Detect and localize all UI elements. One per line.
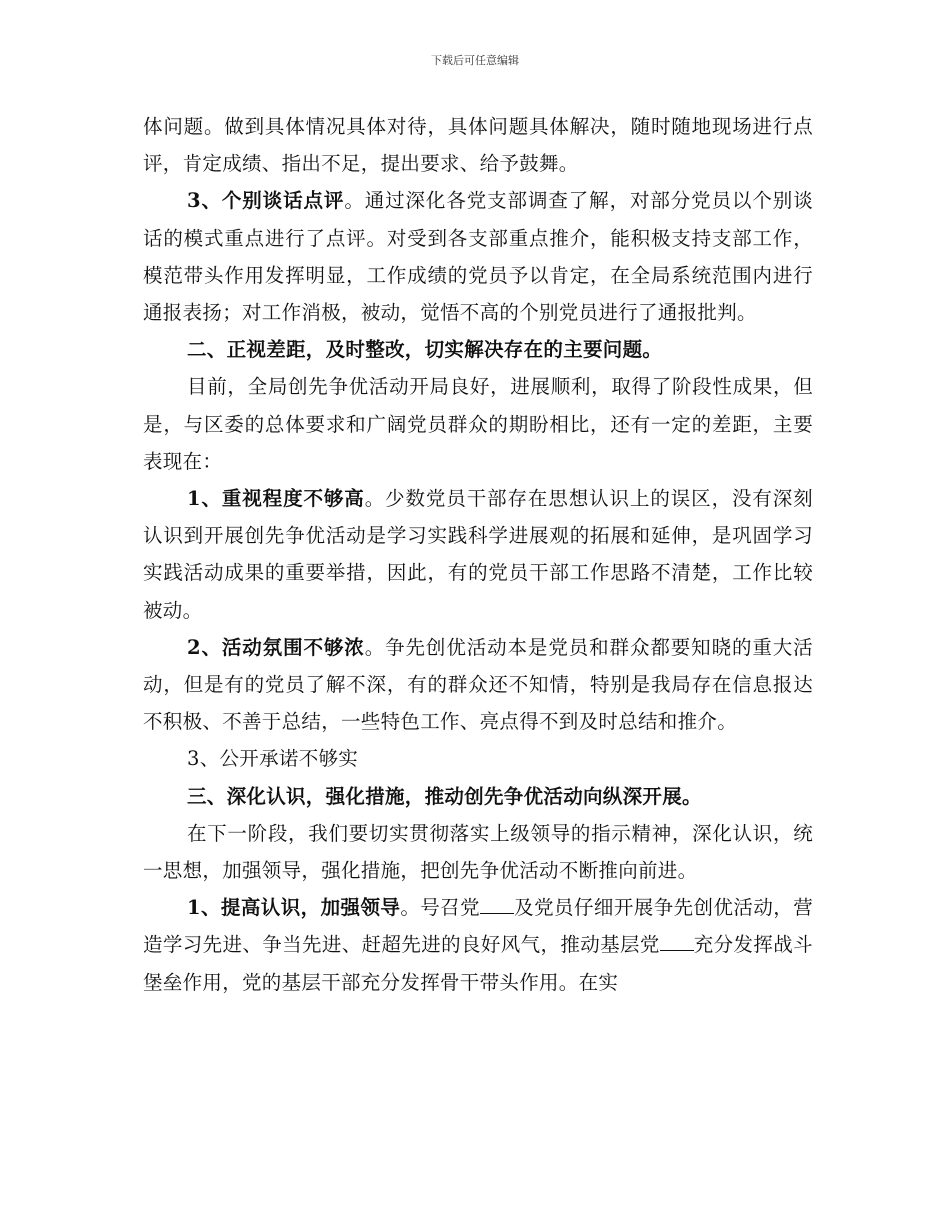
section-heading-text: 三、深化认识，强化措施，推动创先争优活动向纵深开展。 xyxy=(187,784,702,808)
paragraph-text: 及党员仔细开展争先创优活动，营造学习先进、争当先进、赶超先进的良好风气，推动基层党 xyxy=(143,896,814,957)
paragraph-measure-1 xyxy=(143,889,813,1001)
paragraph-issue-1 xyxy=(143,480,813,629)
paragraph-text: 。争先创优活动本是党员和群众都要知晓的重大活动，但是有的党员了解不深，有的群众还不知情，特别是我局存在信息报达不积极、不善于总结，一些特色工作、亮点得不到及时总结和推介。 xyxy=(143,635,813,734)
paragraph-issue-3 xyxy=(143,740,813,777)
paragraph-text: 在下一阶段，我们要切实贯彻落实上级领导的指示精神，深化认识，统一思想，加强领导，强化措施，把创先争优活动不断推向前进。 xyxy=(143,821,813,883)
section-heading-2 xyxy=(143,331,813,368)
paragraph-continued xyxy=(143,108,813,182)
paragraph-text: 目前，全局创先争优活动开局良好，进展顺利，取得了阶段性成果，但是，与区委的总体要求和广阔党员群众的期盼相比，还有一定的差距，主要表现在： xyxy=(143,375,813,473)
paragraph-text: 。号召党 xyxy=(400,896,481,920)
underline-blank xyxy=(660,936,694,951)
section-heading-3 xyxy=(143,778,813,815)
paragraph-lead-heading: 3、个别谈话点评 xyxy=(187,189,345,213)
document-body xyxy=(143,108,813,1001)
paragraph-current-status xyxy=(143,368,813,480)
paragraph-lead-heading: 2、活动氛围不够浓 xyxy=(187,635,365,659)
paragraph-text: 3、公开承诺不够实 xyxy=(187,747,359,771)
paragraph-lead-heading: 1、提高认识，加强领导 xyxy=(187,896,401,920)
paragraph-individual-talk xyxy=(143,182,813,331)
paragraph-text: 充分发挥战斗堡垒作用，党的基层干部充分发挥骨干带头作用。在实 xyxy=(143,933,813,994)
section-heading-text: 二、正视差距，及时整改，切实解决存在的主要问题。 xyxy=(187,338,663,362)
paragraph-lead-heading: 1、重视程度不够高 xyxy=(187,487,365,511)
paragraph-text: 。通过深化各党支部调查了解，对部分党员以个别谈话的模式重点进行了点评。对受到各支部重点推介，能积极支持支部工作，模范带头作用发挥明显，工作成绩的党员予以肯定，在全局系统范围内进行通报表扬；对工作消极，被动，觉悟不高的个别党员进行了通报批判。 xyxy=(143,189,814,325)
paragraph-text: 体问题。做到具体情况具体对待，具体问题具体解决，随时随地现场进行点评，肯定成绩、指出不足，提出要求、给予鼓舞。 xyxy=(143,115,813,176)
page-header: 下载后可任意编辑 xyxy=(431,54,519,67)
paragraph-text: 。少数党员干部存在思想认识上的误区，没有深刻认识到开展创先争优活动是学习实践科学进展观的拓展和延伸，是巩固学习实践活动成果的重要举措，因此，有的党员干部工作思路不清楚，工作比较被动。 xyxy=(143,487,813,622)
paragraph-issue-2 xyxy=(143,629,813,741)
paragraph-next-stage xyxy=(143,815,813,889)
underline-blank xyxy=(480,899,514,914)
